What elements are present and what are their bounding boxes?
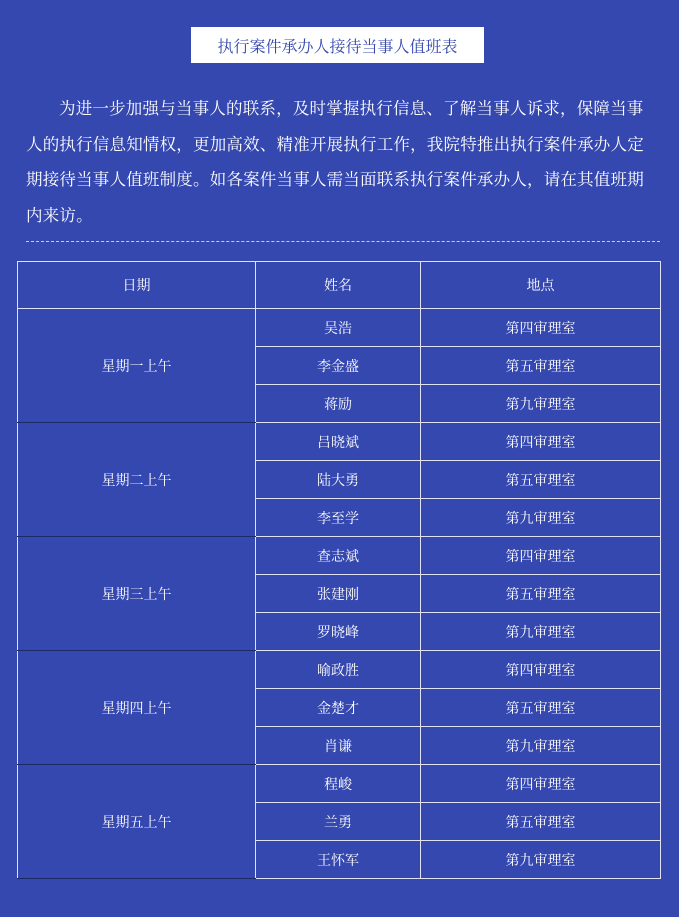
day-cell: 星期一上午 xyxy=(18,309,256,423)
page-title xyxy=(191,27,484,63)
staff-name-cell: 吕晓斌 xyxy=(256,423,421,461)
staff-name-cell: 喻政胜 xyxy=(256,651,421,689)
table-row xyxy=(18,765,661,803)
day-cell: 星期三上午 xyxy=(18,537,256,651)
table-row xyxy=(18,651,661,689)
staff-name-cell: 张建刚 xyxy=(256,575,421,613)
table-header-row xyxy=(18,262,661,309)
room-cell: 第四审理室 xyxy=(421,651,661,689)
table-row xyxy=(18,537,661,575)
staff-name-cell: 李金盛 xyxy=(256,347,421,385)
staff-name-cell: 陆大勇 xyxy=(256,461,421,499)
staff-name-cell: 兰勇 xyxy=(256,803,421,841)
staff-name-cell: 程峻 xyxy=(256,765,421,803)
room-cell: 第五审理室 xyxy=(421,347,661,385)
staff-name-cell: 肖谦 xyxy=(256,727,421,765)
table-row xyxy=(18,309,661,347)
room-cell: 第九审理室 xyxy=(421,385,661,423)
staff-name-cell: 李至学 xyxy=(256,499,421,537)
table-body xyxy=(18,309,661,879)
room-cell: 第九审理室 xyxy=(421,841,661,879)
room-cell: 第九审理室 xyxy=(421,727,661,765)
room-cell: 第九审理室 xyxy=(421,499,661,537)
staff-name-cell: 罗晓峰 xyxy=(256,613,421,651)
day-cell: 星期二上午 xyxy=(18,423,256,537)
header-location: 地点 xyxy=(421,262,661,309)
room-cell: 第五审理室 xyxy=(421,461,661,499)
staff-name-cell: 金楚才 xyxy=(256,689,421,727)
intro-paragraph: 为进一步加强与当事人的联系，及时掌握执行信息、了解当事人诉求，保障当事人的执行信息知情权，更加高效、精准开展执行工作，我院特推出执行案件承办人定期接待当事人值班制度。如各案件当事人需当面联系执行案件承办人，请在其值班期内来访。 xyxy=(26,99,644,225)
staff-name-cell: 吴浩 xyxy=(256,309,421,347)
page-title-text: 执行案件承办人接待当事人值班表 xyxy=(217,36,458,56)
room-cell: 第五审理室 xyxy=(421,803,661,841)
room-cell: 第四审理室 xyxy=(421,765,661,803)
room-cell: 第四审理室 xyxy=(421,309,661,347)
table-row xyxy=(18,423,661,461)
room-cell: 第九审理室 xyxy=(421,613,661,651)
staff-name-cell: 蒋励 xyxy=(256,385,421,423)
dashed-divider xyxy=(26,241,660,242)
duty-schedule-table xyxy=(17,261,661,879)
day-cell: 星期四上午 xyxy=(18,651,256,765)
header-name: 姓名 xyxy=(256,262,421,309)
room-cell: 第五审理室 xyxy=(421,689,661,727)
staff-name-cell: 查志斌 xyxy=(256,537,421,575)
day-cell: 星期五上午 xyxy=(18,765,256,879)
room-cell: 第四审理室 xyxy=(421,423,661,461)
header-date: 日期 xyxy=(18,262,256,309)
staff-name-cell: 王怀军 xyxy=(256,841,421,879)
room-cell: 第五审理室 xyxy=(421,575,661,613)
room-cell: 第四审理室 xyxy=(421,537,661,575)
